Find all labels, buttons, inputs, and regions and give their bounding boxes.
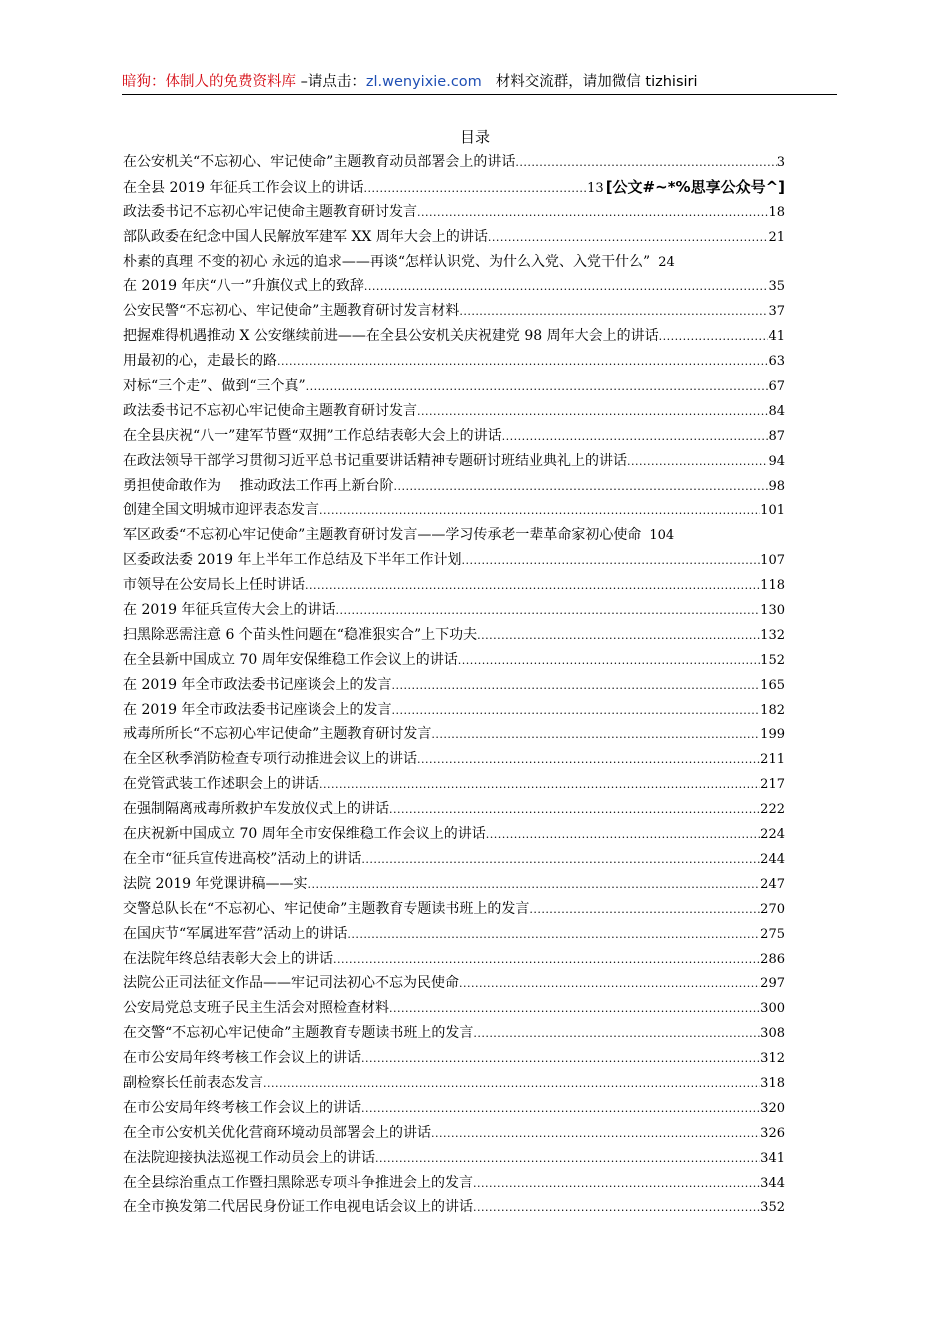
toc-entry[interactable] (123, 548, 785, 573)
toc-dot-leader (263, 1072, 760, 1096)
toc-page-number: 152 (760, 652, 785, 668)
toc-page-number: 13 (587, 180, 604, 196)
toc-dot-leader (417, 201, 768, 225)
toc-entry-title: 扫黑除恶需注意 6 个苗头性问题在“稳准狠实合”上下功夫 (123, 626, 478, 643)
toc-entry[interactable] (123, 1096, 785, 1121)
toc-dot-leader (529, 898, 760, 922)
header-url-link[interactable]: zl.wenyixie.com (365, 74, 482, 90)
toc-dot-leader (502, 425, 769, 449)
toc-page-number: 199 (760, 727, 785, 743)
toc-dot-leader (375, 1147, 760, 1171)
page-header (122, 70, 837, 95)
toc-entry[interactable] (123, 523, 785, 548)
toc-page-number: 344 (760, 1175, 785, 1191)
toc-entry[interactable] (123, 1171, 785, 1196)
toc-entry[interactable] (123, 225, 785, 250)
toc-entry[interactable] (123, 747, 785, 772)
toc-dot-leader (473, 1172, 760, 1196)
toc-dot-leader (473, 1022, 760, 1046)
toc-entry[interactable] (123, 1071, 785, 1096)
toc-title: 目录 (459, 128, 490, 146)
toc-entry-extra-note: [公文#~*%思享公众号^] (605, 177, 785, 196)
toc-page-number: 286 (760, 951, 785, 967)
toc-entry[interactable] (123, 648, 785, 673)
toc-dot-leader (389, 997, 760, 1021)
toc-entry-title: 在公安机关“不忘初心、牢记使命”主题教育动员部署会上的讲话 (123, 154, 516, 170)
toc-entry[interactable] (123, 1046, 785, 1071)
toc-page-number: 300 (760, 1001, 785, 1017)
toc-dot-leader (277, 350, 768, 374)
toc-entry[interactable] (123, 150, 785, 175)
toc-page-number: 165 (760, 677, 785, 693)
toc-page-number: 341 (760, 1150, 785, 1166)
toc-entry-title: 把握难得机遇推动 X 公安继续前进——在全县公安机关庆祝建党 98 周年大会上的讲话 (123, 328, 659, 345)
header-click-prompt: –请点击： (296, 74, 366, 90)
toc-dot-leader (659, 325, 769, 349)
toc-entry[interactable] (123, 722, 785, 747)
toc-dot-leader (393, 475, 768, 499)
toc-page-number: 18 (768, 204, 785, 220)
toc-entry-title: 在 2019 年征兵宣传大会上的讲话 (123, 602, 336, 619)
toc-entry-title: 法院公正司法征文作品——牢记司法初心不忘为民使命 (123, 975, 459, 992)
toc-entry[interactable] (123, 474, 785, 499)
toc-page-number: 21 (768, 229, 785, 245)
toc-entry[interactable] (123, 947, 785, 972)
toc-entry[interactable] (123, 349, 785, 374)
toc-entry-title: 创建全国文明城市迎评表态发言 (123, 502, 319, 519)
toc-dot-leader (417, 748, 760, 772)
header-wechat-note: 材料交流群，请加微信 tizhisiri (495, 74, 698, 90)
toc-entry[interactable] (123, 822, 785, 847)
toc-entry-title: 市领导在公安局长上任时讲话 (123, 577, 305, 594)
toc-entry[interactable] (123, 374, 785, 399)
toc-entry-title: 在全市换发第二代居民身份证工作电视电话会议上的讲话 (123, 1199, 473, 1216)
toc-entry[interactable] (123, 399, 785, 424)
toc-dot-leader (336, 599, 761, 623)
toc-entry-title: 在全市公安机关优化营商环境动员部署会上的讲话 (123, 1124, 431, 1141)
toc-entry[interactable] (123, 897, 785, 922)
toc-entry-title: 区委政法委 2019 年上半年工作总结及下半年工作计划 (123, 552, 462, 569)
toc-dot-leader (361, 1047, 760, 1071)
toc-dot-leader (389, 798, 760, 822)
toc-dot-leader (431, 723, 760, 747)
toc-entry-title: 在全县新中国成立 70 周年安保维稳工作会议上的讲话 (123, 651, 458, 668)
toc-page-number: 63 (768, 354, 785, 370)
toc-page-number: 101 (760, 503, 785, 519)
toc-page-number: 222 (760, 802, 785, 818)
toc-entry[interactable] (123, 922, 785, 947)
toc-page-number: 104 (649, 528, 675, 544)
toc-page-number: 352 (760, 1200, 785, 1216)
toc-page-number: 275 (760, 926, 785, 942)
toc-entry-title: 在强制隔离戒毒所救护车发放仪式上的讲话 (123, 801, 389, 818)
toc-entry[interactable] (123, 698, 785, 723)
toc-page-number: 320 (760, 1100, 785, 1116)
toc-entry[interactable] (123, 200, 785, 225)
toc-dot-leader (361, 848, 760, 872)
toc-page-number: 37 (768, 304, 785, 320)
toc-entry-title: 政法委书记不忘初心牢记使命主题教育研讨发言 (123, 402, 417, 419)
toc-entry[interactable] (123, 598, 785, 623)
toc-page-number: 87 (768, 428, 785, 444)
toc-entry-title: 在 2019 年全市政法委书记座谈会上的发言 (123, 676, 392, 693)
toc-page-number: 308 (760, 1026, 785, 1042)
toc-dot-leader (458, 649, 760, 673)
header-site-name: 暗狗：体制人的免费资料库 (122, 74, 296, 90)
toc-page-number: 35 (768, 279, 785, 295)
toc-entry[interactable] (123, 573, 785, 598)
toc-dot-leader (364, 275, 769, 299)
toc-dot-leader (305, 574, 760, 598)
toc-page-number: 217 (760, 777, 785, 793)
toc-entry-title: 部队政委在纪念中国人民解放军建军 XX 周年大会上的讲话 (123, 228, 488, 245)
toc-dot-leader (319, 773, 760, 797)
toc-page-number: 182 (760, 702, 785, 718)
toc-entry[interactable] (123, 772, 785, 797)
toc-entry[interactable] (123, 274, 785, 299)
toc-entry-title: 在全县庆祝“八一”建军节暨“双拥”工作总结表彰大会上的讲话 (123, 427, 502, 444)
toc-entry-title: 在交警“不忘初心牢记使命”主题教育专题读书班上的发言 (123, 1025, 474, 1042)
toc-entry-title: 法院 2019 年党课讲稿——实 (123, 875, 308, 892)
toc-entry-title: 公安局党总支班子民主生活会对照检查材料 (123, 1000, 389, 1017)
toc-entry-title: 在党管武装工作述职会上的讲话 (123, 776, 319, 793)
toc-entry-title: 在庆祝新中国成立 70 周年全市安保维稳工作会议上的讲话 (123, 826, 486, 843)
toc-page-number: 224 (760, 827, 785, 843)
toc-entry-title: 政法委书记不忘初心牢记使命主题教育研讨发言 (123, 203, 417, 220)
toc-entry[interactable] (123, 673, 785, 698)
toc-dot-leader (431, 1122, 760, 1146)
toc-entry-title: 在市公安局年终考核工作会议上的讲话 (123, 1099, 361, 1116)
table-of-contents (123, 150, 785, 1220)
toc-dot-leader (306, 375, 769, 399)
toc-entry-title: 戒毒所所长“不忘初心牢记使命”主题教育研讨发言 (123, 726, 432, 743)
toc-entry[interactable] (123, 623, 785, 648)
toc-entry[interactable] (123, 971, 785, 996)
toc-entry[interactable] (123, 324, 785, 349)
toc-dot-leader (333, 948, 760, 972)
toc-page-number: 3 (776, 155, 785, 170)
toc-dot-leader (477, 624, 760, 648)
toc-page-number: 244 (760, 851, 785, 867)
toc-entry-title: 副检察长任前表态发言 (123, 1074, 263, 1091)
toc-entry-title: 朴素的真理 不变的初心 永远的追求——再谈“怎样认识党、为什么入党、入党干什么” (123, 253, 651, 270)
toc-page-number: 84 (768, 403, 785, 419)
toc-entry[interactable] (123, 1146, 785, 1171)
toc-entry-title: 在法院迎接执法巡视工作动员会上的讲话 (123, 1149, 375, 1166)
toc-entry-title: 在市公安局年终考核工作会议上的讲话 (123, 1050, 361, 1067)
toc-page-number: 318 (760, 1075, 785, 1091)
toc-dot-leader (488, 226, 769, 250)
toc-dot-leader (627, 450, 768, 474)
toc-entry[interactable] (123, 175, 785, 200)
toc-entry-title: 在全市“征兵宣传进高校”活动上的讲话 (123, 850, 362, 867)
toc-entry[interactable] (123, 1121, 785, 1146)
toc-entry-title: 勇担使命敢作为 推动政法工作再上新台阶 (123, 477, 394, 494)
toc-entry-title: 军区政委“不忘初心牢记使命”主题教育研讨发言——学习传承老一辈革命家初心使命 (123, 527, 642, 544)
toc-page-number: 118 (760, 578, 785, 594)
toc-entry-title: 在政法领导干部学习贯彻习近平总书记重要讲话精神专题研讨班结业典礼上的讲话 (123, 452, 627, 469)
toc-dot-leader (319, 499, 760, 523)
toc-dot-leader (392, 699, 761, 723)
toc-entry[interactable] (123, 1021, 785, 1046)
toc-entry-title: 在全区秋季消防检查专项行动推进会议上的讲话 (123, 751, 417, 768)
toc-entry-title: 在国庆节“军属进军营”活动上的讲话 (123, 925, 348, 942)
toc-page-number: 67 (768, 379, 785, 395)
toc-entry-title: 在全县 2019 年征兵工作会议上的讲话 (123, 179, 364, 196)
toc-dot-leader (459, 972, 760, 996)
toc-page-number: 211 (760, 752, 785, 768)
toc-entry[interactable] (123, 872, 785, 897)
toc-entry-title: 在 2019 年全市政法委书记座谈会上的发言 (123, 701, 392, 718)
toc-entry[interactable] (123, 299, 785, 324)
toc-entry[interactable] (123, 449, 785, 474)
toc-page-number: 24 (658, 254, 675, 270)
toc-entry[interactable] (123, 1195, 785, 1220)
toc-dot-leader (361, 1097, 760, 1121)
toc-dot-leader (462, 549, 761, 573)
toc-entry[interactable] (123, 498, 785, 523)
toc-page-number: 41 (768, 329, 785, 345)
toc-entry-title: 在全县综治重点工作暨扫黑除恶专项斗争推进会上的发言 (123, 1174, 473, 1191)
toc-page-number: 312 (760, 1051, 785, 1067)
toc-dot-leader (417, 400, 768, 424)
toc-entry[interactable] (123, 250, 785, 275)
toc-dot-leader (486, 823, 760, 847)
toc-dot-leader (347, 923, 760, 947)
toc-page-number: 326 (760, 1125, 785, 1141)
toc-entry[interactable] (123, 424, 785, 449)
toc-entry-title: 公安民警“不忘初心、牢记使命”主题教育研讨发言材料 (123, 303, 460, 320)
toc-entry[interactable] (123, 797, 785, 822)
toc-page-number: 270 (760, 901, 785, 917)
toc-entry-title: 交警总队长在“不忘初心、牢记使命”主题教育专题读书班上的发言 (123, 900, 530, 917)
toc-page-number: 297 (760, 976, 785, 992)
toc-entry-title: 用最初的心，走最长的路 (123, 353, 277, 370)
toc-page-number: 247 (760, 876, 785, 892)
toc-dot-leader (459, 300, 768, 324)
toc-entry[interactable] (123, 996, 785, 1021)
toc-page-number: 94 (768, 453, 785, 469)
toc-dot-leader (392, 674, 761, 698)
toc-dot-leader (515, 151, 776, 175)
toc-page-number: 98 (768, 478, 785, 494)
toc-page-number: 130 (760, 603, 785, 619)
toc-entry-title: 对标“三个走”、做到“三个真” (123, 378, 306, 395)
toc-entry[interactable] (123, 847, 785, 872)
toc-dot-leader (308, 873, 761, 897)
toc-dot-leader (473, 1196, 760, 1220)
toc-page-number: 132 (760, 627, 785, 643)
toc-entry-title: 在法院年终总结表彰大会上的讲话 (123, 950, 333, 967)
toc-entry-title: 在 2019 年庆“八一”升旗仪式上的致辞 (123, 278, 364, 295)
toc-dot-leader (364, 177, 588, 202)
toc-page-number: 107 (760, 553, 785, 569)
